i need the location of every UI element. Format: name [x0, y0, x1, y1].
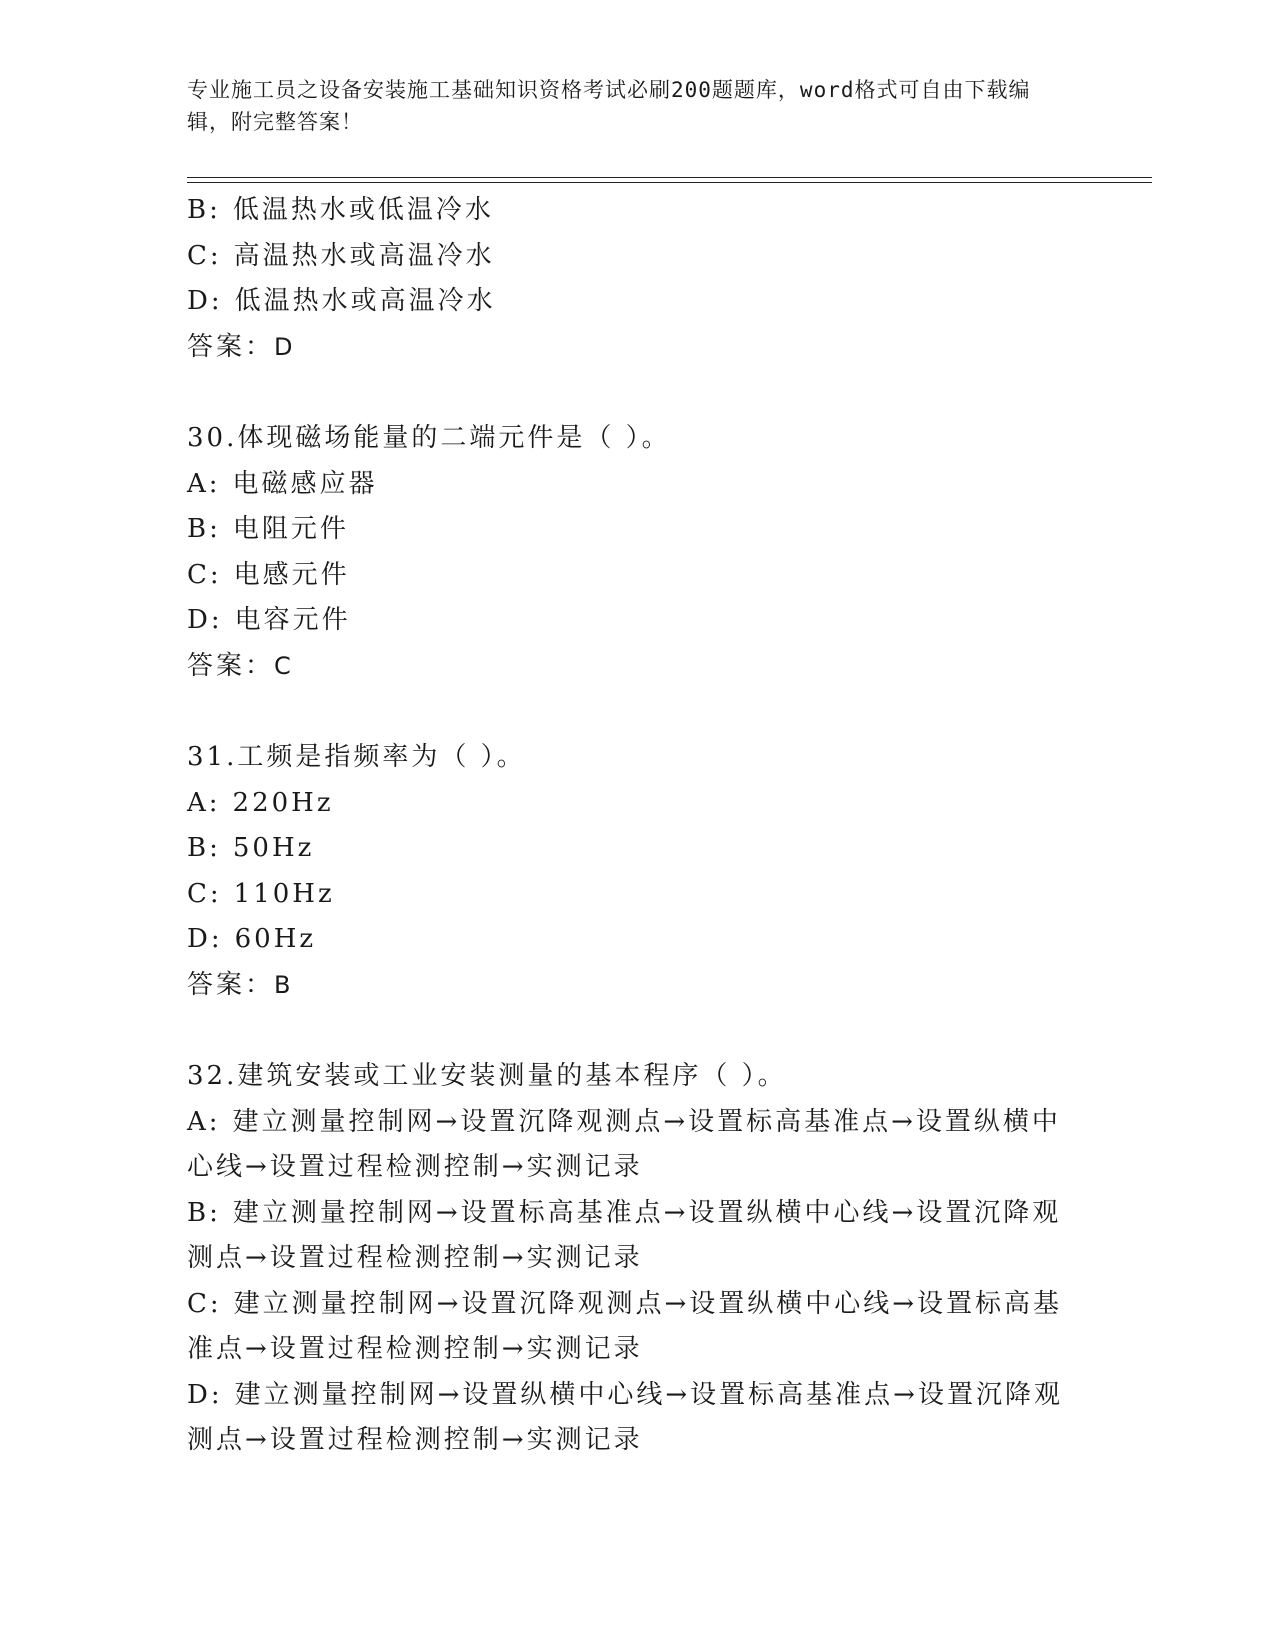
option-label: B: — [187, 1197, 221, 1228]
question-text: 工频是指频率为（ ）。 — [237, 742, 526, 772]
option-item — [187, 234, 1077, 280]
answer-label: 答案： — [187, 969, 275, 1000]
option-item — [187, 1191, 1077, 1282]
question-block — [187, 735, 1077, 1008]
option-label: D: — [187, 286, 223, 316]
option-label: A: — [187, 1106, 221, 1137]
answer-line — [187, 325, 1077, 371]
option-item — [187, 188, 1077, 234]
option-text: 低温热水或低温冷水 — [232, 195, 494, 225]
option-text: 电阻元件 — [232, 514, 349, 544]
option-label: B: — [187, 833, 221, 863]
option-item — [187, 1100, 1077, 1191]
question-block — [187, 1054, 1077, 1464]
option-label: C: — [187, 559, 222, 590]
option-label: D: — [187, 924, 223, 954]
option-label: C: — [187, 1288, 222, 1319]
question-text: 建筑安装或工业安装测量的基本程序（ ）。 — [237, 1061, 787, 1091]
option-label: D: — [187, 605, 223, 635]
option-item — [187, 598, 1077, 644]
option-text: 高温热水或高温冷水 — [233, 240, 495, 271]
option-text: 建立测量控制网→设置纵横中心线→设置标高基准点→设置沉降观测点→设置过程检测控制→实测记录 — [187, 1379, 1063, 1455]
answer-label: 答案： — [187, 331, 275, 362]
answer-value: B — [274, 970, 294, 999]
answer-label: 答案： — [187, 650, 275, 681]
question-list — [187, 188, 1077, 1464]
option-label: D: — [187, 1379, 223, 1410]
answer-line — [187, 963, 1077, 1009]
header-divider-bottom — [187, 182, 1152, 183]
option-item — [187, 507, 1077, 553]
option-label: C: — [187, 240, 222, 271]
option-item — [187, 553, 1077, 599]
option-label: C: — [187, 878, 222, 909]
answer-value: D — [274, 332, 296, 361]
answer-value: C — [274, 651, 294, 680]
header-divider-top — [187, 177, 1152, 178]
option-text: 220Hz — [232, 787, 334, 818]
option-text: 电磁感应器 — [232, 468, 378, 499]
question-text: 体现磁场能量的二端元件是（ ）。 — [237, 423, 671, 453]
option-item — [187, 872, 1077, 918]
option-label: B: — [187, 514, 221, 544]
question-block — [187, 416, 1077, 689]
option-label: A: — [187, 787, 221, 818]
question-stem — [187, 1054, 1077, 1100]
option-item — [187, 279, 1077, 325]
option-text: 建立测量控制网→设置沉降观测点→设置纵横中心线→设置标高基准点→设置过程检测控制→实测记录 — [187, 1288, 1063, 1364]
question-block — [187, 188, 1077, 370]
option-text: 60Hz — [234, 924, 317, 954]
option-text: 电感元件 — [233, 559, 350, 590]
option-text: 建立测量控制网→设置沉降观测点→设置标高基准点→设置纵横中心线→设置过程检测控制→实测记录 — [187, 1106, 1061, 1182]
option-text: 50Hz — [232, 833, 315, 863]
answer-line — [187, 644, 1077, 690]
document-header: 专业施工员之设备安装施工基础知识资格考试必刷200题题库，word格式可自由下载编辑，附完整答案！ — [187, 78, 1031, 134]
question-stem — [187, 735, 1077, 781]
question-number: 30. — [187, 423, 238, 453]
option-item — [187, 1282, 1077, 1373]
option-text: 电容元件 — [234, 605, 351, 635]
option-item — [187, 1373, 1077, 1464]
option-text: 建立测量控制网→设置标高基准点→设置纵横中心线→设置沉降观测点→设置过程检测控制→实测记录 — [187, 1197, 1062, 1273]
option-text: 110Hz — [233, 878, 335, 909]
option-item — [187, 826, 1077, 872]
option-label: A: — [187, 468, 221, 499]
option-item — [187, 917, 1077, 963]
question-number: 32. — [187, 1061, 238, 1091]
option-label: B: — [187, 195, 221, 225]
question-stem — [187, 416, 1077, 462]
option-item — [187, 462, 1077, 508]
question-number: 31. — [187, 742, 238, 772]
option-item — [187, 781, 1077, 827]
option-text: 低温热水或高温冷水 — [234, 286, 496, 316]
